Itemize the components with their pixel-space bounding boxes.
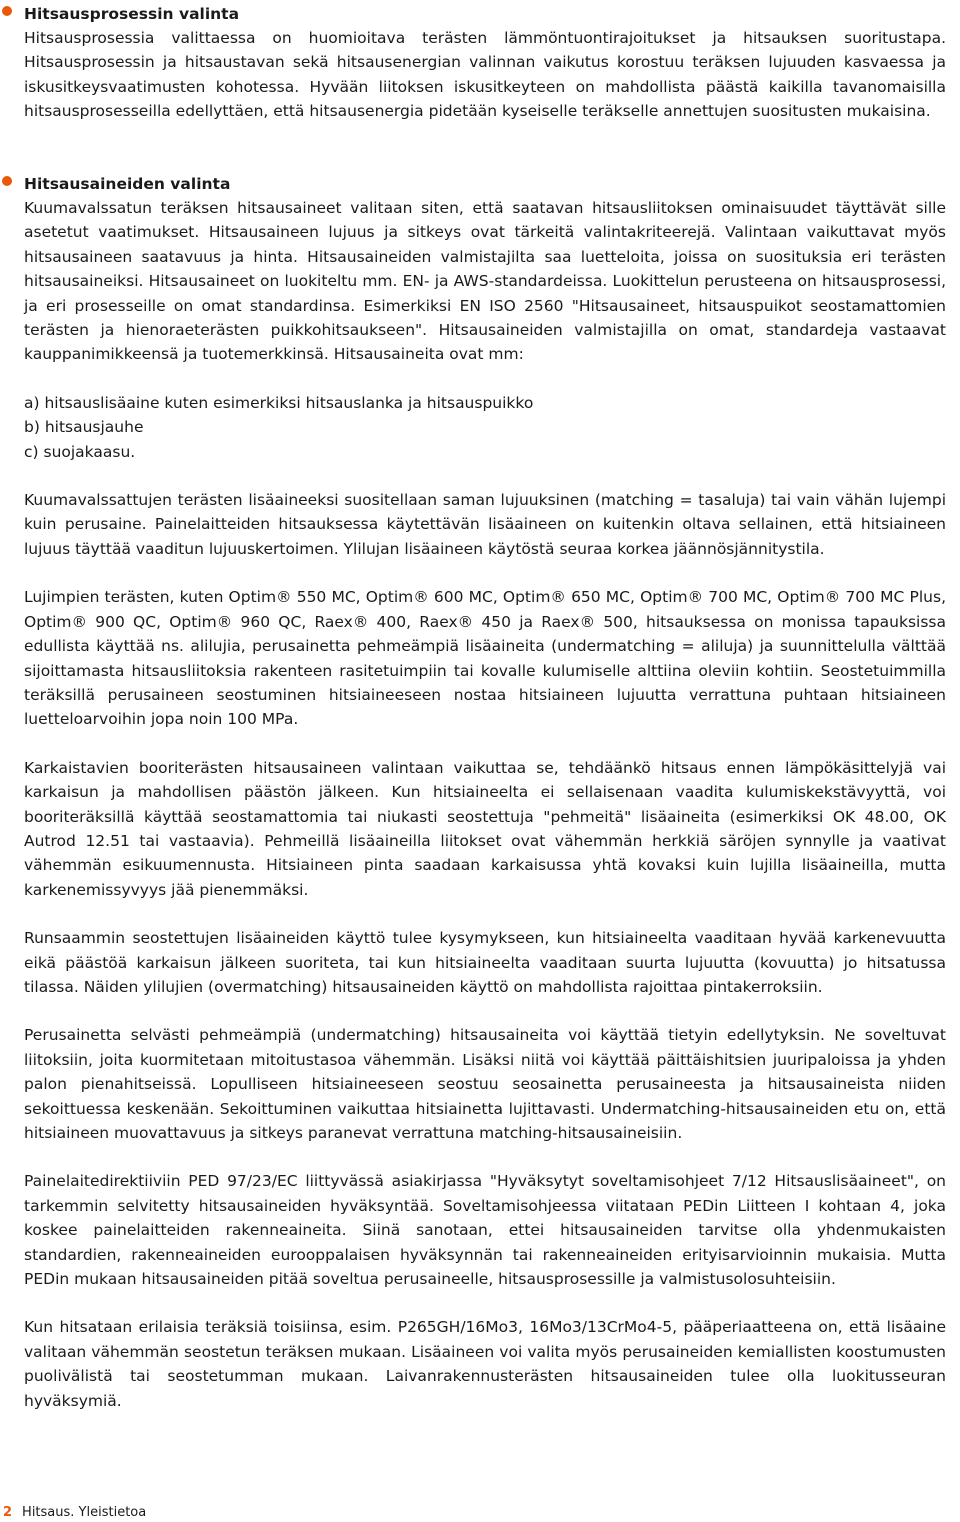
- section-filler-materials: [0, 172, 960, 1413]
- section-welding-process: [0, 2, 960, 124]
- list-item: c) suojakaasu.: [24, 442, 136, 461]
- paragraph: Kun hitsataan erilaisia teräksiä toisiinsa, esim. P265GH/16Mo3, 16Mo3/13CrMo4-5, pääperiaatteena on, että lisäaine valitaan vähemmän seostetun teräksen mukaan. Lisäaineen voi valita myös perusaineiden kemiallisten koostumusten puolivälistä tai seostetumman mukaan. Laivanrakennusterästen hitsausaineiden tulee olla luokitusseuran hyväksymiä.: [24, 1318, 946, 1410]
- filler-list: [24, 391, 946, 464]
- bullet-icon: [2, 6, 12, 16]
- list-item: a) hitsauslisäaine kuten esimerkiksi hitsauslanka ja hitsauspuikko: [24, 393, 534, 412]
- paragraph: Runsaammin seostettujen lisäaineiden käyttö tulee kysymykseen, kun hitsiaineelta vaaditaan hyvää karkenevuutta eikä päästöä karkaisun jälkeen suoriteta, tai kun hitsiaineelta vaaditaan suurta lujuutta (kovuutta) jo hitsatussa tilassa. Näiden ylilujien (overmatching) hitsausaineiden käyttö on mahdollista rajoittaa pintakerroksiin.: [24, 929, 946, 996]
- paragraph: Hitsausprosessia valittaessa on huomioitava terästen lämmöntuontirajoitukset ja hitsauksen suoritustapa. Hitsausprosessin ja hitsaustavan sekä hitsausenergian valinnan vaikutus korostuu teräksen lujuuden kasvaessa ja iskusitkeysvaatimusten kohotessa. Hyvään liitoksen iskusitkeyteen on mahdollista päästä kaikilla tavanomaisilla hitsausprosesseilla edellyttäen, että hitsausenergia pidetään kyseiselle teräkselle annettujen suositusten mukaisina.: [24, 29, 946, 121]
- section-title: Hitsausprosessin valinta: [24, 5, 240, 23]
- paragraph: Lujimpien terästen, kuten Optim® 550 MC, Optim® 600 MC, Optim® 650 MC, Optim® 700 MC, Optim® 700 MC Plus, Optim® 900 QC, Optim® 960 QC, Raex® 400, Raex® 450 ja Raex® 500, hitsauksessa on monissa tapauksissa edullista käyttää ns. alilujia, perusainetta pehmeämpiä lisäaineita (undermatching = aliluja) ja suunnittelulla välttää sijoittamasta hitsausliitoksia rakenteen rasitetuimpiin tai kovalle kulumiselle alttiina oleviin kohtiin. Seostetuimmilla teräksillä perusaineen seostuminen hitsiaineeseen nostaa hitsiaineen lujuutta verrattuna puhtaan hitsiaineen luetteloarvoihin jopa noin 100 MPa.: [24, 588, 946, 729]
- paragraph: Painelaitedirektiiviin PED 97/23/EC liittyvässä asiakirjassa "Hyväksytyt soveltamisohjeet 7/12 Hitsauslisäaineet", on tarkemmin selvitetty hitsausaineiden hyväksyntää. Soveltamisohjeessa viitataan PEDin Liitteen I kohtaan 4, joka koskee painelaitteiden rakenneaineita. Siinä sanotaan, ettei hitsausaineiden tarvitse olla yhdenmukaisten standardien, rakenneaineiden eurooppalaisen hyväksynnän tai rakenneaineiden erityisarvioinnin mukaisia. Mutta PEDin mukaan hitsausaineiden pitää soveltua perusaineelle, hitsausprosessille ja valmistusolosuhteisiin.: [24, 1172, 946, 1289]
- paragraph: Perusainetta selvästi pehmeämpiä (undermatching) hitsausaineita voi käyttää tietyin edellytyksin. Ne soveltuvat liitoksiin, joita kuormitetaan mitoitustasoa vähemmän. Lisäksi niitä voi käyttää päittäishitsien juuripaloissa ja yhden palon pienahitseissä. Lopulliseen hitsiaineeseen seostuu seosainetta perusaineesta ja hitsausaineista niiden sekoittuessa keskenään. Sekoittuminen vaikuttaa hitsiainetta lujittavasti. Undermatching-hitsausaineiden etu on, että hitsiaineen muovattavuus ja sitkeys paranevat verrattuna matching-hitsausaineisiin.: [24, 1026, 946, 1142]
- page-footer: [3, 1504, 146, 1522]
- list-item: b) hitsausjauhe: [24, 418, 144, 437]
- bullet-icon: [2, 176, 12, 186]
- paragraph: Karkaistavien booriterästen hitsausaineen valintaan vaikuttaa se, tehdäänkö hitsaus ennen lämpökäsittelyjä vai karkaisun ja mahdollisen päästön jälkeen. Kun hitsiaineelta ei sellaisenaan vaadita kulumiskekstävyyttä, voi booriteräksillä käyttää seostamattomia tai niukasti seostettuja "pehmeitä" lisäaineita (esimerkiksi OK 48.00, OK Autrod 12.51 tai vastaavia). Pehmeillä lisäaineilla liitokset ovat vähemmän herkkiä säröjen synnylle ja vaativat vähemmän esikuumennusta. Hitsiaineen pinta saadaan karkaisussa yhtä kovaksi kuin lujilla lisäaineilla, mutta karkenemissyvyys jää pienemmäksi.: [24, 758, 946, 899]
- section-title: Hitsausaineiden valinta: [24, 175, 231, 193]
- paragraph: Kuumavalssatun teräksen hitsausaineet valitaan siten, että saatavan hitsausliitoksen ominaisuudet täyttävät sille asetetut vaatimukset. Hitsausaineen lujuus ja sitkeys ovat tärkeitä valintakriteerejä. Valintaan vaikuttavat myös hitsausaineen saatavuus ja hinta. Hitsausaineiden valmistajilta saa luetteloita, joissa on suosituksia eri terästen hitsausaineiksi. Hitsausaineet on luokiteltu mm. EN- ja AWS-standardeissa. Luokittelun perusteena on hitsausprosessi, ja eri prosesseille on omat standardinsa. Esimerkiksi EN ISO 2560 "Hitsausaineet, hitsauspuikot seostamattomien terästen ja hienoraeterästen puikkohitsaukseen". Hitsausaineiden valmistajilla on omat, standardeja vastaavat kauppanimikkeensä ja tuotemerkkinsä. Hitsausaineita ovat mm:: [24, 199, 946, 364]
- footer-text: Hitsaus. Yleistietoa: [22, 1505, 147, 1520]
- page-number: 2: [3, 1505, 13, 1520]
- paragraph: Kuumavalssattujen terästen lisäaineeksi suositellaan saman lujuuksinen (matching = tasaluja) tai vain vähän lujempi kuin perusaine. Painelaitteiden hitsauksessa käytettävän lisäaineen on kuitenkin oltava sellainen, että hitsiaineen lujuus täyttää vaaditun lujuuskertoimen. Ylilujan lisäaineen käytöstä seuraa korkea jäännösjännitystila.: [24, 491, 946, 558]
